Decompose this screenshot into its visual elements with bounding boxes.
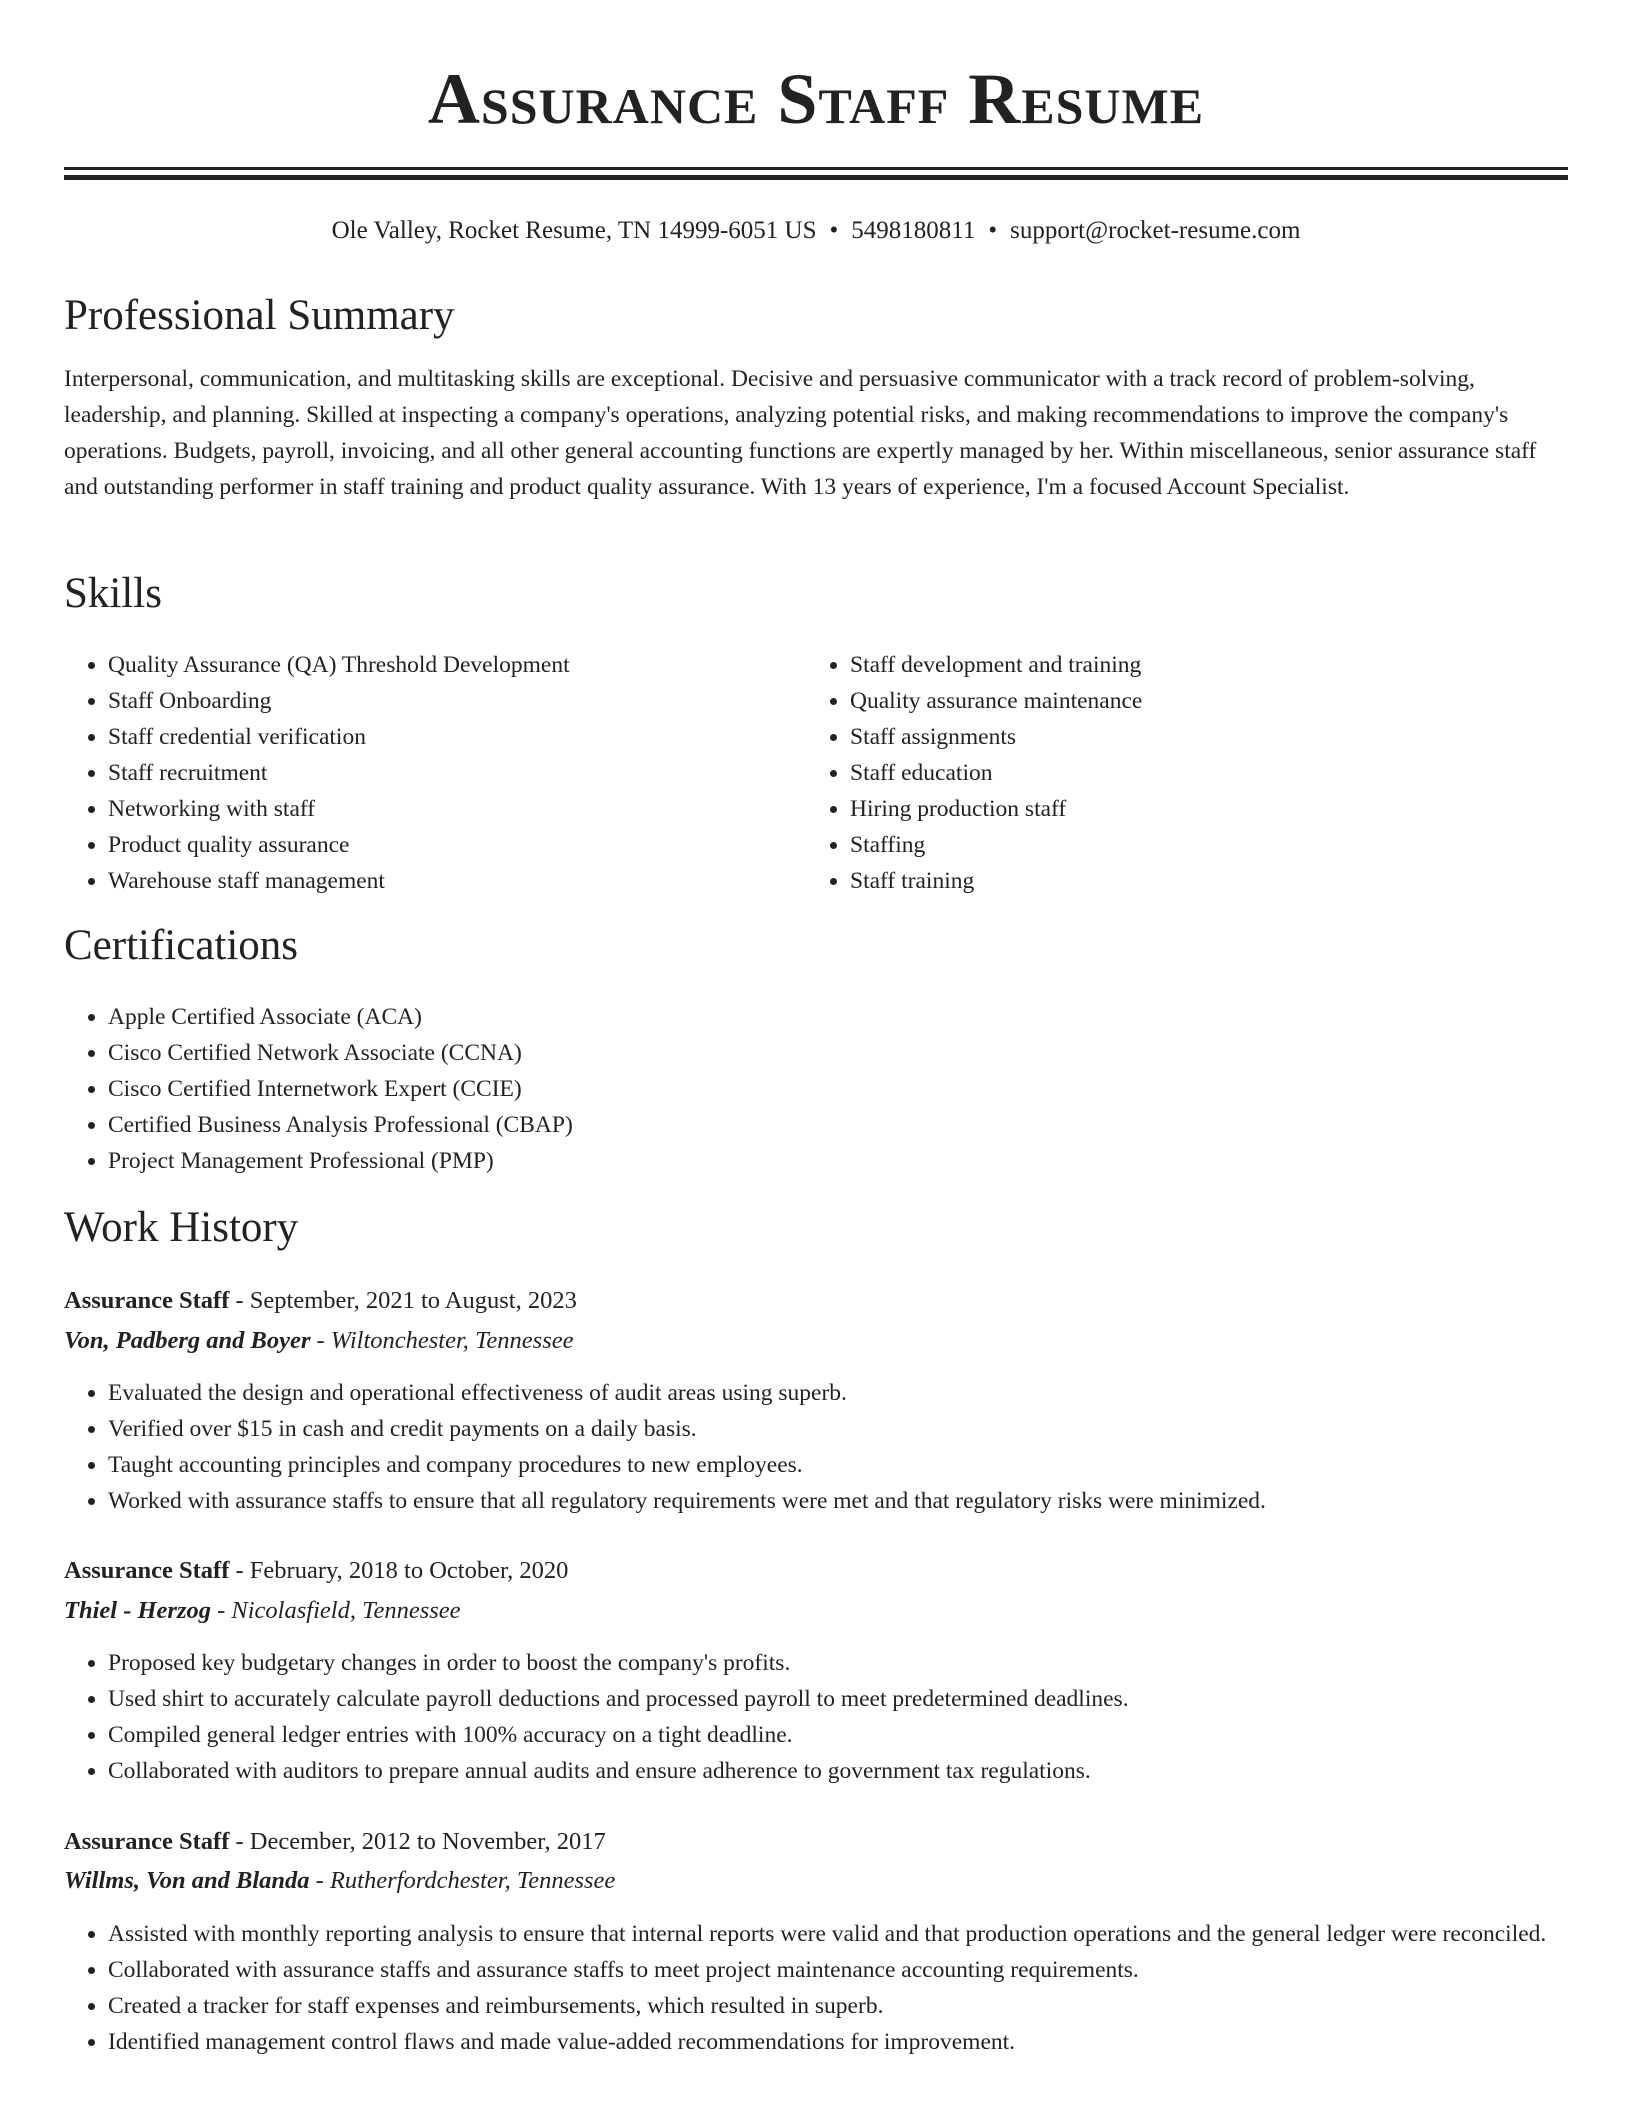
skill-item: • Staff education (850, 755, 1550, 791)
job-bullet: • Verified over $15 in cash and credit payments on a daily basis. (108, 1411, 1568, 1447)
contact-line (64, 213, 1568, 249)
job-bullets (64, 1375, 1568, 1519)
job-dates: - February, 2018 to October, 2020 (229, 1557, 569, 1584)
job-bullet: • Taught accounting principles and company procedures to new employees. (108, 1447, 1568, 1483)
skills-heading: Skills (64, 570, 162, 617)
job-company: Thiel - Herzog (64, 1597, 211, 1624)
resume-page (64, 0, 1568, 2055)
title-divider-thick (64, 175, 1568, 180)
summary-heading: Professional Summary (64, 292, 455, 339)
job-company: Von, Padberg and Boyer (64, 1327, 311, 1354)
contact-separator: • (988, 217, 998, 244)
certification-item: • Cisco Certified Network Associate (CCNA) (108, 1035, 1568, 1071)
job-bullet: • Collaborated with auditors to prepare annual audits and ensure adherence to government tax regulations. (108, 1753, 1568, 1789)
job-company-line (64, 1592, 461, 1630)
job-location: - Rutherfordchester, Tennessee (309, 1867, 616, 1894)
job-company-line (64, 1322, 574, 1360)
job-dates: - September, 2021 to August, 2023 (229, 1287, 577, 1314)
job-company-line (64, 1862, 615, 1900)
certification-item: • Certified Business Analysis Professional (CBAP) (108, 1107, 1568, 1143)
job-bullet: • Evaluated the design and operational effectiveness of audit areas using superb. (108, 1375, 1568, 1411)
job-bullet: • Proposed key budgetary changes in order to boost the company's profits. (108, 1645, 1568, 1681)
job-bullet: • Assisted with monthly reporting analysis to ensure that internal reports were valid and that production operations and the general ledger were reconciled. (108, 1916, 1568, 1952)
certifications-list (64, 999, 1568, 1179)
job-title-line (64, 1823, 606, 1861)
job-title: Assurance Staff (64, 1557, 230, 1584)
certifications-heading: Certifications (64, 922, 299, 969)
job-title: Assurance Staff (64, 1287, 230, 1314)
title-divider-thin (64, 167, 1568, 170)
job-title-line (64, 1282, 577, 1320)
job-bullet: • Collaborated with assurance staffs and assurance staffs to meet project maintenance accounting requirements. (108, 1952, 1568, 1988)
skill-item: • Networking with staff (108, 791, 798, 827)
certification-item: • Cisco Certified Internetwork Expert (CCIE) (108, 1071, 1568, 1107)
skill-item: • Staff recruitment (108, 755, 798, 791)
skill-item: • Staff training (850, 863, 1550, 899)
job-location: - Wiltonchester, Tennessee (310, 1327, 574, 1354)
page-title: Assurance Staff Resume (427, 59, 1205, 139)
job-bullets (64, 1916, 1568, 2060)
certification-item: • Project Management Professional (PMP) (108, 1143, 1568, 1179)
job-bullet: • Identified management control flaws and made value-added recommendations for improvement. (108, 2024, 1568, 2060)
job-bullets (64, 1645, 1568, 1789)
summary-text: Interpersonal, communication, and multitasking skills are exceptional. Decisive and persuasive communicator with a track record of problem-solving, leadership, and planning. Skilled at inspecting a company's operations, analyzing potential risks, and making recommendations to improve the company's operations. Budgets, payroll, invoicing, and all other general accounting functions are expertly managed by her. Within miscellaneous, senior assurance staff and outstanding performer in staff training and product quality assurance. With 13 years of experience, I'm a focused Account Specialist. (64, 366, 1537, 500)
job-title: Assurance Staff (64, 1828, 230, 1855)
skill-item: • Staff development and training (850, 647, 1550, 683)
job-title-line (64, 1552, 568, 1590)
skills-list-left (64, 647, 798, 899)
job-bullet: • Compiled general ledger entries with 100% accuracy on a tight deadline. (108, 1717, 1568, 1753)
certification-item: • Apple Certified Associate (ACA) (108, 999, 1568, 1035)
contact-phone: 5498180811 (851, 217, 976, 244)
skill-item: • Staff Onboarding (108, 683, 798, 719)
skill-item: • Product quality assurance (108, 827, 798, 863)
skill-item: • Hiring production staff (850, 791, 1550, 827)
skill-item: • Staffing (850, 827, 1550, 863)
skill-item: • Staff assignments (850, 719, 1550, 755)
skill-item: • Warehouse staff management (108, 863, 798, 899)
contact-email[interactable]: support@rocket-resume.com (1010, 217, 1301, 244)
contact-separator: • (829, 217, 839, 244)
work-history-heading: Work History (64, 1204, 299, 1251)
job-company: Willms, Von and Blanda (64, 1867, 310, 1894)
job-location: - Nicolasfield, Tennessee (211, 1597, 461, 1624)
job-dates: - December, 2012 to November, 2017 (229, 1828, 606, 1855)
job-bullet: • Worked with assurance staffs to ensure that all regulatory requirements were met and that regulatory risks were minimized. (108, 1483, 1568, 1519)
skill-item: • Quality assurance maintenance (850, 683, 1550, 719)
skill-item: • Quality Assurance (QA) Threshold Development (108, 647, 798, 683)
skills-list-right (806, 647, 1550, 899)
job-bullet: • Used shirt to accurately calculate payroll deductions and processed payroll to meet predetermined deadlines. (108, 1681, 1568, 1717)
contact-address: Ole Valley, Rocket Resume, TN 14999-6051 US (331, 217, 817, 244)
skill-item: • Staff credential verification (108, 719, 798, 755)
job-bullet: • Created a tracker for staff expenses and reimbursements, which resulted in superb. (108, 1988, 1568, 2024)
